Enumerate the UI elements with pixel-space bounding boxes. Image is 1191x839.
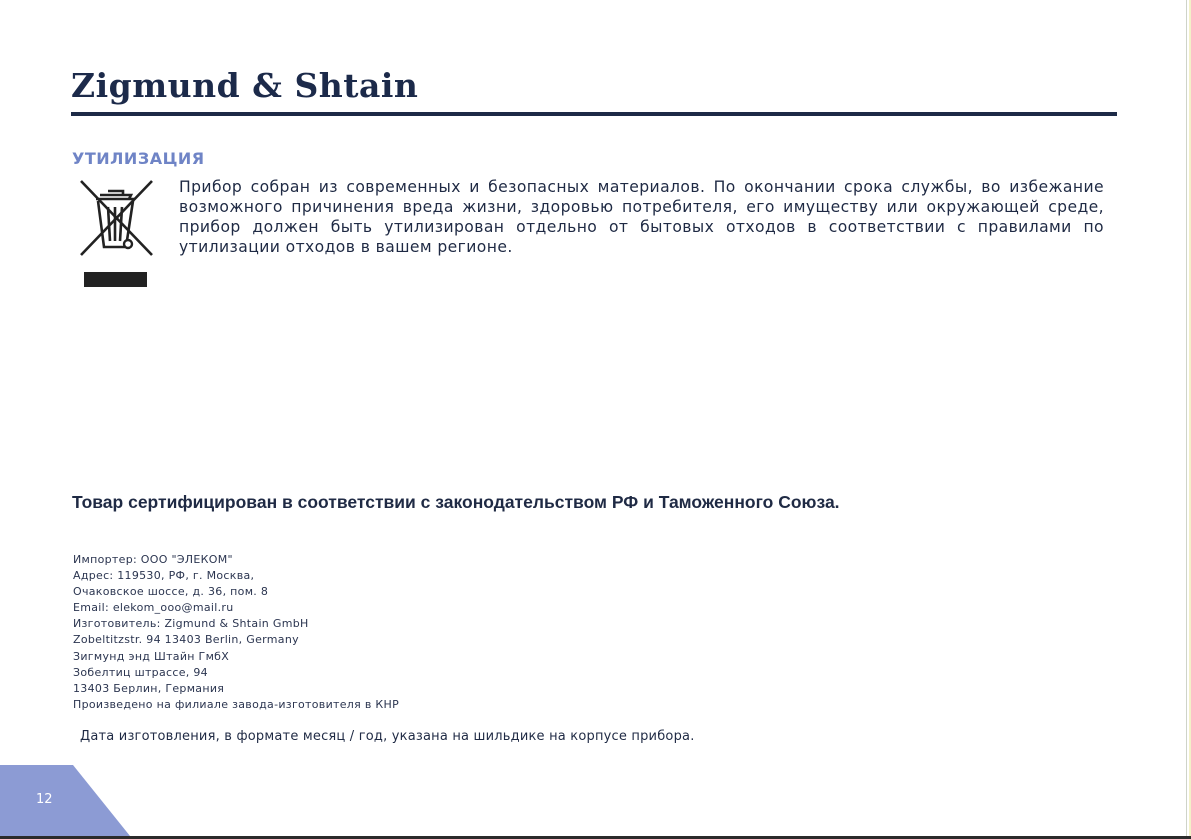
manufacturer-address-line-ru: Зобелтиц штрассе, 94 bbox=[73, 665, 208, 679]
header-divider bbox=[71, 112, 1117, 116]
production-origin-line: Произведено на филиале завода-изготовителя в КНР bbox=[73, 697, 400, 711]
manufacturer-address-line: Zobeltitzstr. 94 13403 Berlin, Germany bbox=[73, 633, 299, 647]
crossed-out-wheelie-bin-icon bbox=[76, 177, 156, 289]
importer-info-block bbox=[73, 552, 399, 713]
importer-line: Импортер: ООО "ЭЛЕКОМ" bbox=[73, 553, 233, 566]
brand-logo: Zigmund & Shtain bbox=[71, 66, 419, 105]
page-number: 12 bbox=[36, 792, 53, 807]
address-line: Очаковское шоссе, д. 36, пом. 8 bbox=[73, 585, 269, 599]
page-edge-line bbox=[1186, 0, 1187, 839]
certification-statement: Товар сертифицирован в соответствии с законодательством РФ и Таможенного Союза. bbox=[72, 492, 840, 512]
section-title-disposal: УТИЛИЗАЦИЯ bbox=[72, 149, 205, 168]
manufacturer-line-ru: Зигмунд энд Штайн ГмбХ bbox=[73, 649, 230, 663]
address-line: Адрес: 119530, РФ, г. Москва, bbox=[73, 569, 255, 583]
email-line: Email: elekom_ooo@mail.ru bbox=[73, 601, 234, 615]
manufacturer-line: Изготовитель: Zigmund & Shtain GmbH bbox=[73, 617, 309, 631]
manufacturer-address-line-ru: 13403 Берлин, Германия bbox=[73, 681, 225, 695]
manufacture-date-note: Дата изготовления, в формате месяц / год, указана на шильдике на корпусе прибора. bbox=[80, 729, 695, 744]
disposal-paragraph: Прибор собран из современных и безопасных материалов. По окончании срока службы, во избежание возможного причинения вреда жизни, здоровью потребителя, его имуществу или окружающей среде, прибор должен быть утилизирован отдельно от бытовых отходов в соответствии с правилами по утилизации отходов в вашем регионе. bbox=[179, 178, 1104, 256]
page-number-tab bbox=[0, 765, 130, 836]
